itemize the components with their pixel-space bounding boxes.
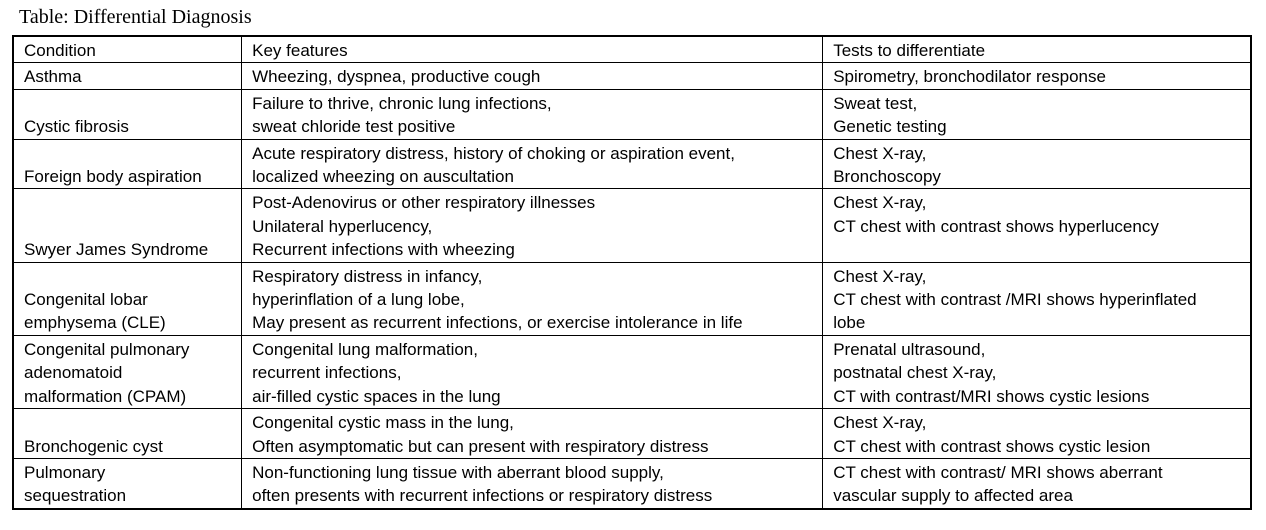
cell-tests-line: Chest X-ray,	[833, 266, 927, 286]
cell-condition-line: Pulmonary	[24, 462, 106, 482]
cell-key-features-line: recurrent infections,	[252, 363, 402, 383]
cell-tests	[823, 409, 1251, 459]
cell-condition-line: Swyer James Syndrome	[24, 240, 209, 260]
cell-tests	[823, 335, 1251, 408]
cell-tests-line: Chest X-ray,	[833, 193, 927, 213]
cell-key-features-line: Unilateral hyperlucency,	[252, 216, 433, 236]
cell-key-features-line: May present as recurrent infections, or exercise intolerance in life	[252, 313, 743, 333]
cell-tests-line: Genetic testing	[833, 117, 947, 137]
cell-condition-line: malformation (CPAM)	[24, 386, 187, 406]
differential-diagnosis-table	[12, 35, 1252, 510]
cell-tests-line: postnatal chest X-ray,	[833, 363, 997, 383]
table-body	[13, 63, 1251, 509]
cell-tests	[823, 458, 1251, 508]
cell-key-features-line: sweat chloride test positive	[252, 117, 456, 137]
cell-tests-line: CT chest with contrast shows cystic lesion	[833, 436, 1151, 456]
table-row	[13, 139, 1251, 189]
cell-key-features-line: Wheezing, dyspnea, productive cough	[252, 67, 541, 87]
cell-condition-line: Congenital pulmonary	[24, 339, 190, 359]
cell-condition-line: Cystic fibrosis	[24, 117, 129, 137]
table-header-row	[13, 36, 1251, 63]
cell-key-features-line: air-filled cystic spaces in the lung	[252, 386, 501, 406]
cell-key-features-line: Congenital lung malformation,	[252, 339, 478, 359]
cell-tests-line: lobe	[833, 313, 866, 333]
cell-tests-line	[833, 238, 1240, 261]
cell-condition-line: Bronchogenic cyst	[24, 436, 163, 456]
cell-key-features	[242, 189, 823, 262]
cell-tests-line: vascular supply to affected area	[833, 486, 1073, 506]
cell-condition	[13, 409, 242, 459]
cell-condition	[13, 458, 242, 508]
cell-tests-line: Chest X-ray,	[833, 143, 927, 163]
cell-condition-line: sequestration	[24, 486, 127, 506]
header-tests: Tests to differentiate	[823, 36, 1251, 63]
header-condition: Condition	[13, 36, 242, 63]
cell-condition	[13, 139, 242, 189]
cell-tests	[823, 89, 1251, 139]
cell-key-features	[242, 409, 823, 459]
cell-condition	[13, 63, 242, 89]
cell-key-features-line: Acute respiratory distress, history of choking or aspiration event,	[252, 143, 735, 163]
cell-condition	[13, 189, 242, 262]
cell-tests	[823, 139, 1251, 189]
cell-tests-line: Prenatal ultrasound,	[833, 339, 986, 359]
table-row	[13, 458, 1251, 508]
cell-condition-line: emphysema (CLE)	[24, 313, 166, 333]
cell-tests-line: CT chest with contrast /MRI shows hyperinflated	[833, 290, 1197, 310]
cell-tests-line: Chest X-ray,	[833, 413, 927, 433]
cell-key-features-line: Non-functioning lung tissue with aberrant blood supply,	[252, 462, 664, 482]
cell-key-features	[242, 139, 823, 189]
table-row	[13, 335, 1251, 408]
cell-condition-line: Congenital lobar	[24, 290, 148, 310]
cell-key-features-line: hyperinflation of a lung lobe,	[252, 290, 465, 310]
table-row	[13, 262, 1251, 335]
cell-condition-line: Foreign body aspiration	[24, 167, 202, 187]
table-row	[13, 409, 1251, 459]
cell-tests	[823, 63, 1251, 89]
table-row	[13, 189, 1251, 262]
cell-tests-line: CT chest with contrast/ MRI shows aberrant	[833, 462, 1163, 482]
cell-tests-line: Spirometry, bronchodilator response	[833, 67, 1106, 87]
cell-condition	[13, 262, 242, 335]
cell-key-features-line: Post-Adenovirus or other respiratory illnesses	[252, 193, 596, 213]
cell-key-features-line: Congenital cystic mass in the lung,	[252, 413, 514, 433]
cell-key-features-line: Respiratory distress in infancy,	[252, 266, 483, 286]
cell-tests	[823, 189, 1251, 262]
cell-key-features	[242, 63, 823, 89]
cell-condition-line: Asthma	[24, 67, 82, 87]
cell-key-features-line: localized wheezing on auscultation	[252, 167, 514, 187]
cell-key-features-line: Failure to thrive, chronic lung infections,	[252, 93, 552, 113]
cell-key-features-line: often presents with recurrent infections or respiratory distress	[252, 486, 713, 506]
cell-key-features	[242, 262, 823, 335]
cell-key-features	[242, 458, 823, 508]
cell-key-features	[242, 335, 823, 408]
header-key-features: Key features	[242, 36, 823, 63]
cell-key-features-line: Recurrent infections with wheezing	[252, 240, 515, 260]
cell-condition	[13, 335, 242, 408]
cell-key-features	[242, 89, 823, 139]
cell-tests-line: Sweat test,	[833, 93, 918, 113]
cell-key-features-line: Often asymptomatic but can present with respiratory distress	[252, 436, 709, 456]
table-row	[13, 89, 1251, 139]
table-caption: Table: Differential Diagnosis	[19, 6, 252, 28]
cell-condition	[13, 89, 242, 139]
cell-tests	[823, 262, 1251, 335]
cell-tests-line: CT chest with contrast shows hyperlucency	[833, 216, 1159, 236]
cell-tests-line: Bronchoscopy	[833, 167, 941, 187]
cell-tests-line: CT with contrast/MRI shows cystic lesions	[833, 386, 1150, 406]
table-row	[13, 63, 1251, 89]
cell-condition-line: adenomatoid	[24, 363, 123, 383]
